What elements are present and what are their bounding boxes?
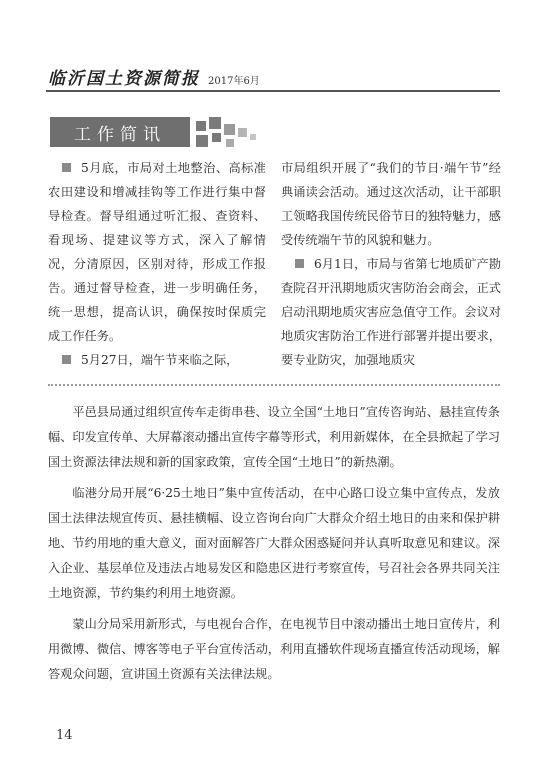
news-item [48, 348, 266, 372]
news-item [48, 156, 266, 348]
news-item [281, 252, 501, 372]
article-paragraph: 临港分局开展“6·25土地日”集中宣传活动，在中心路口设立集中宣传点，发放国土法律法规宣传页、悬挂横幅、设立咨询台向广大群众介绍土地日的由来和保护耕地、节约用地的重大意义，面对面解答广大群众困惑疑问并认真听取意见和建议。深入企业、基层单位及违法占地易发区和隐患区进行考察宣传，号召社会各界共同关注土地资源，节约集约利用土地资源。 [48, 486, 500, 600]
page-header [48, 64, 500, 89]
header-rule [46, 90, 500, 92]
issue-date: 2017年6月 [208, 76, 260, 87]
bullet-square-icon [295, 259, 304, 268]
section-banner [50, 117, 190, 147]
section-title: 工作简讯 [74, 124, 166, 145]
right-column [281, 156, 501, 372]
news-text: 5月27日，端午节来临之际， [81, 353, 239, 367]
news-text: 6月1日，市局与省第七地质矿产勘查院召开汛期地质灾害防治会商会，正式启动汛期地质灾害应急值守工作。会议对地质灾害防治工作进行部署并提出要求，要专业防灾，加强地质灾 [281, 257, 501, 367]
article-body [48, 400, 500, 693]
news-text: 5月底，市局对土地整治、高标准农田建设和增减挂钩等工作进行集中督导检查。督导组通过听汇报、查资料、看现场、提建议等方式，深入了解情况，分清原因，区别对待，形成工作报告。通过督导检查，进一步明确任务，统一思想，提高认识，确保按时保质完成工作任务。 [48, 161, 266, 343]
article-paragraph: 平邑县局通过组织宣传车走街串巷、设立全国“土地日”宣传咨询站、悬挂宣传条幅、印发宣传单、大屏幕滚动播出宣传字幕等形式，利用新媒体，在全县掀起了学习国土资源法律法规和新的国家政策，宣传全国“土地日”的新热潮。 [48, 405, 500, 469]
news-item-continued [281, 156, 501, 252]
bullet-square-icon [62, 163, 71, 172]
article-paragraph: 蒙山分局采用新形式，与电视台合作，在电视节目中滚动播出土地日宣传片，利用微博、微信、博客等电子平台宣传活动，利用直播软件现场直播宣传活动现场，解答观众问题，宣讲国土资源有关法律法规。 [48, 617, 500, 681]
dotted-divider [48, 384, 500, 386]
masthead-title: 临沂国土资源简报 [48, 69, 200, 89]
news-text: 市局组织开展了“我们的节日·端午节”经典诵读会活动。通过这次活动，让干部职工领略我国传统民俗节日的独特魅力，感受传统端午节的风貌和魅力。 [281, 161, 501, 247]
bullet-square-icon [62, 355, 71, 364]
page-number: 14 [56, 728, 73, 743]
left-column [48, 156, 266, 372]
